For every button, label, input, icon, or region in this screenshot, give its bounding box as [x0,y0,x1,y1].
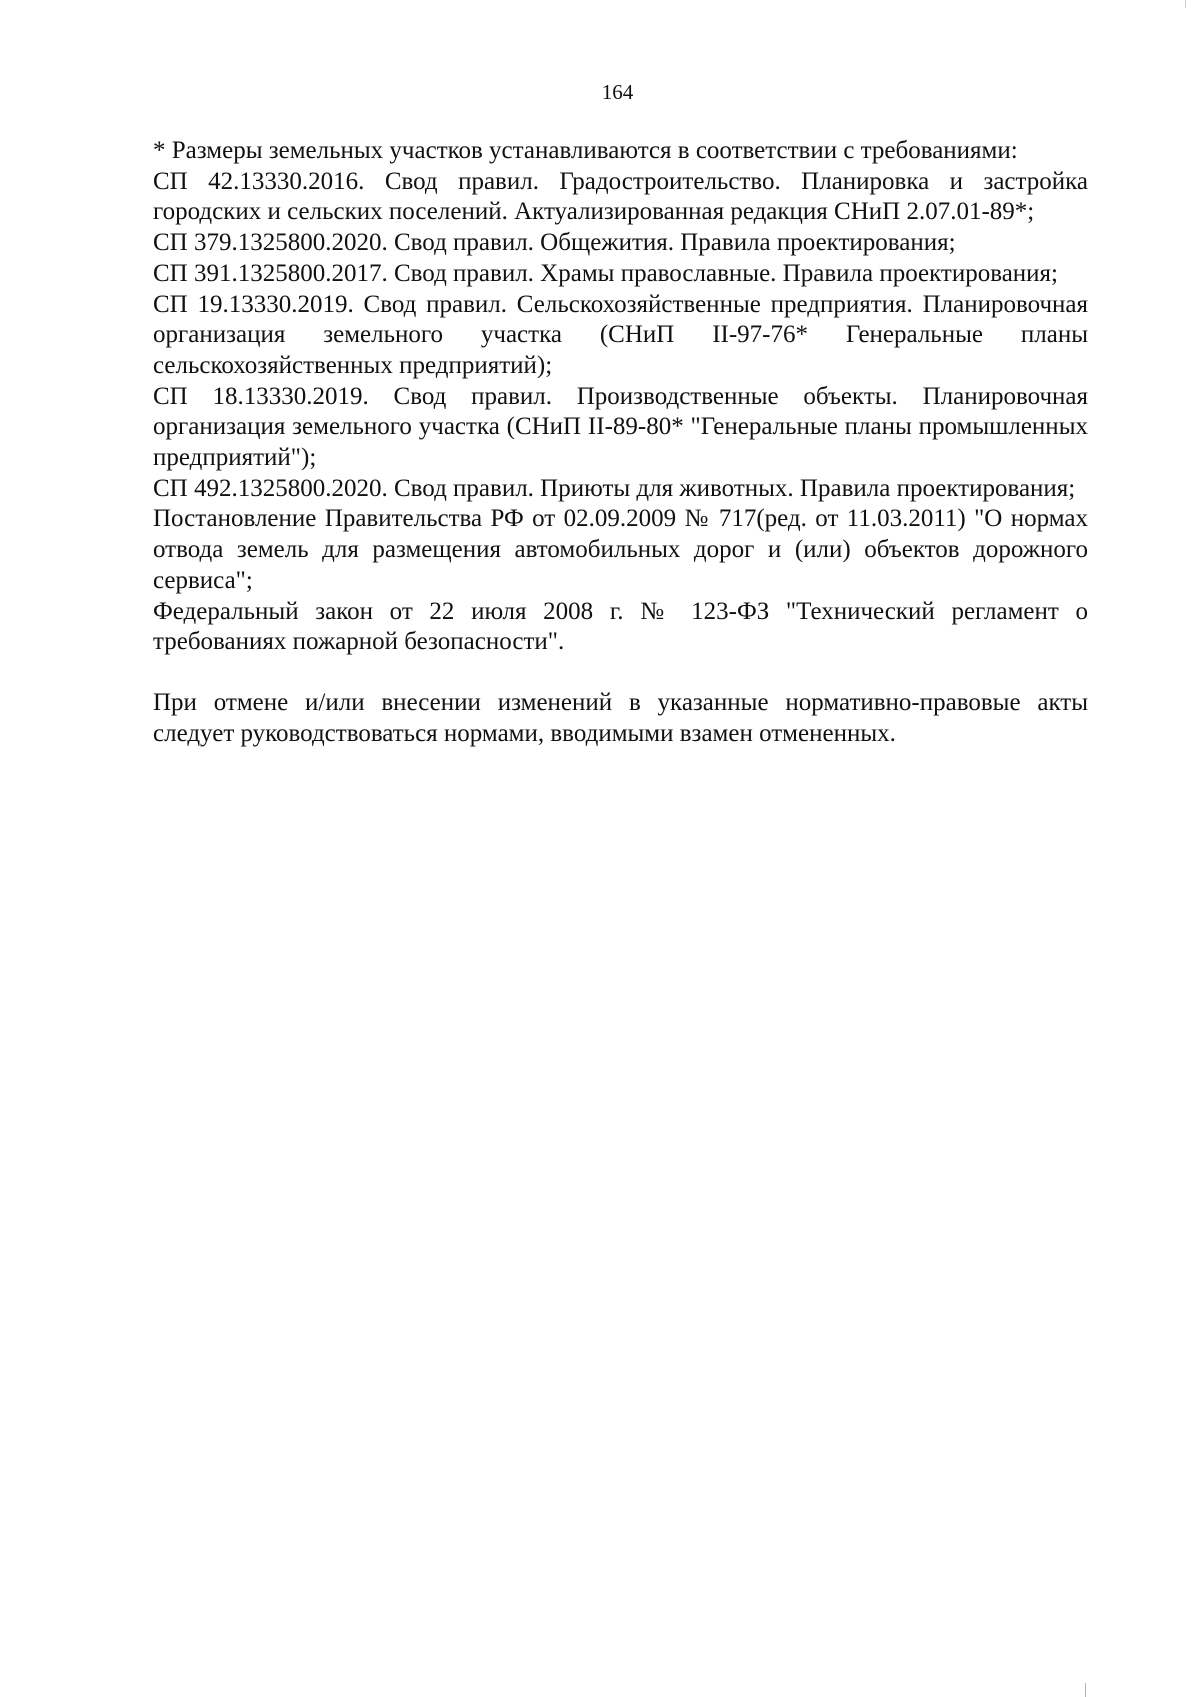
scan-artifact [1185,0,1186,8]
document-body [153,136,1088,749]
closing-note: При отмене и/или внесении изменений в указанные нормативно-правовые акты следует руководствоваться нормами, вводимыми взамен отмененных. [153,688,1088,747]
regulation-item: СП 19.13330.2019. Свод правил. Сельскохозяйственные предприятия. Планировочная организация земельного участка (СНиП II-97-76* Генеральные планы сельскохозяйственных предприятий); [153,290,1088,379]
regulation-item: СП 379.1325800.2020. Свод правил. Общежития. Правила проектирования; [153,229,956,257]
regulation-item: Федеральный закон от 22 июля 2008 г. № 123-ФЗ "Технический регламент о требованиях пожарной безопасности". [153,597,1088,656]
scan-artifact [1085,1683,1086,1697]
regulation-item: СП 42.13330.2016. Свод правил. Градостроительство. Планировка и застройка городских и сельских поселений. Актуализированная редакция СНиП 2.07.01-89*; [153,167,1088,226]
regulation-item: СП 492.1325800.2020. Свод правил. Приюты для животных. Правила проектирования; [153,474,1076,502]
footnote-intro: * Размеры земельных участков устанавливаются в соответствии с требованиями: [153,137,1018,164]
page-number: 164 [601,80,634,104]
regulation-item: СП 391.1325800.2017. Свод правил. Храмы православные. Правила проектирования; [153,259,1058,287]
regulation-item: Постановление Правительства РФ от 02.09.2009 № 717(ред. от 11.03.2011) "О нормах отвода земель для размещения автомобильных дорог и (или) объектов дорожного сервиса"; [153,505,1088,594]
regulation-item: СП 18.13330.2019. Свод правил. Производственные объекты. Планировочная организация земельного участка (СНиП II-89-80* "Генеральные планы промышленных предприятий"); [153,382,1088,472]
